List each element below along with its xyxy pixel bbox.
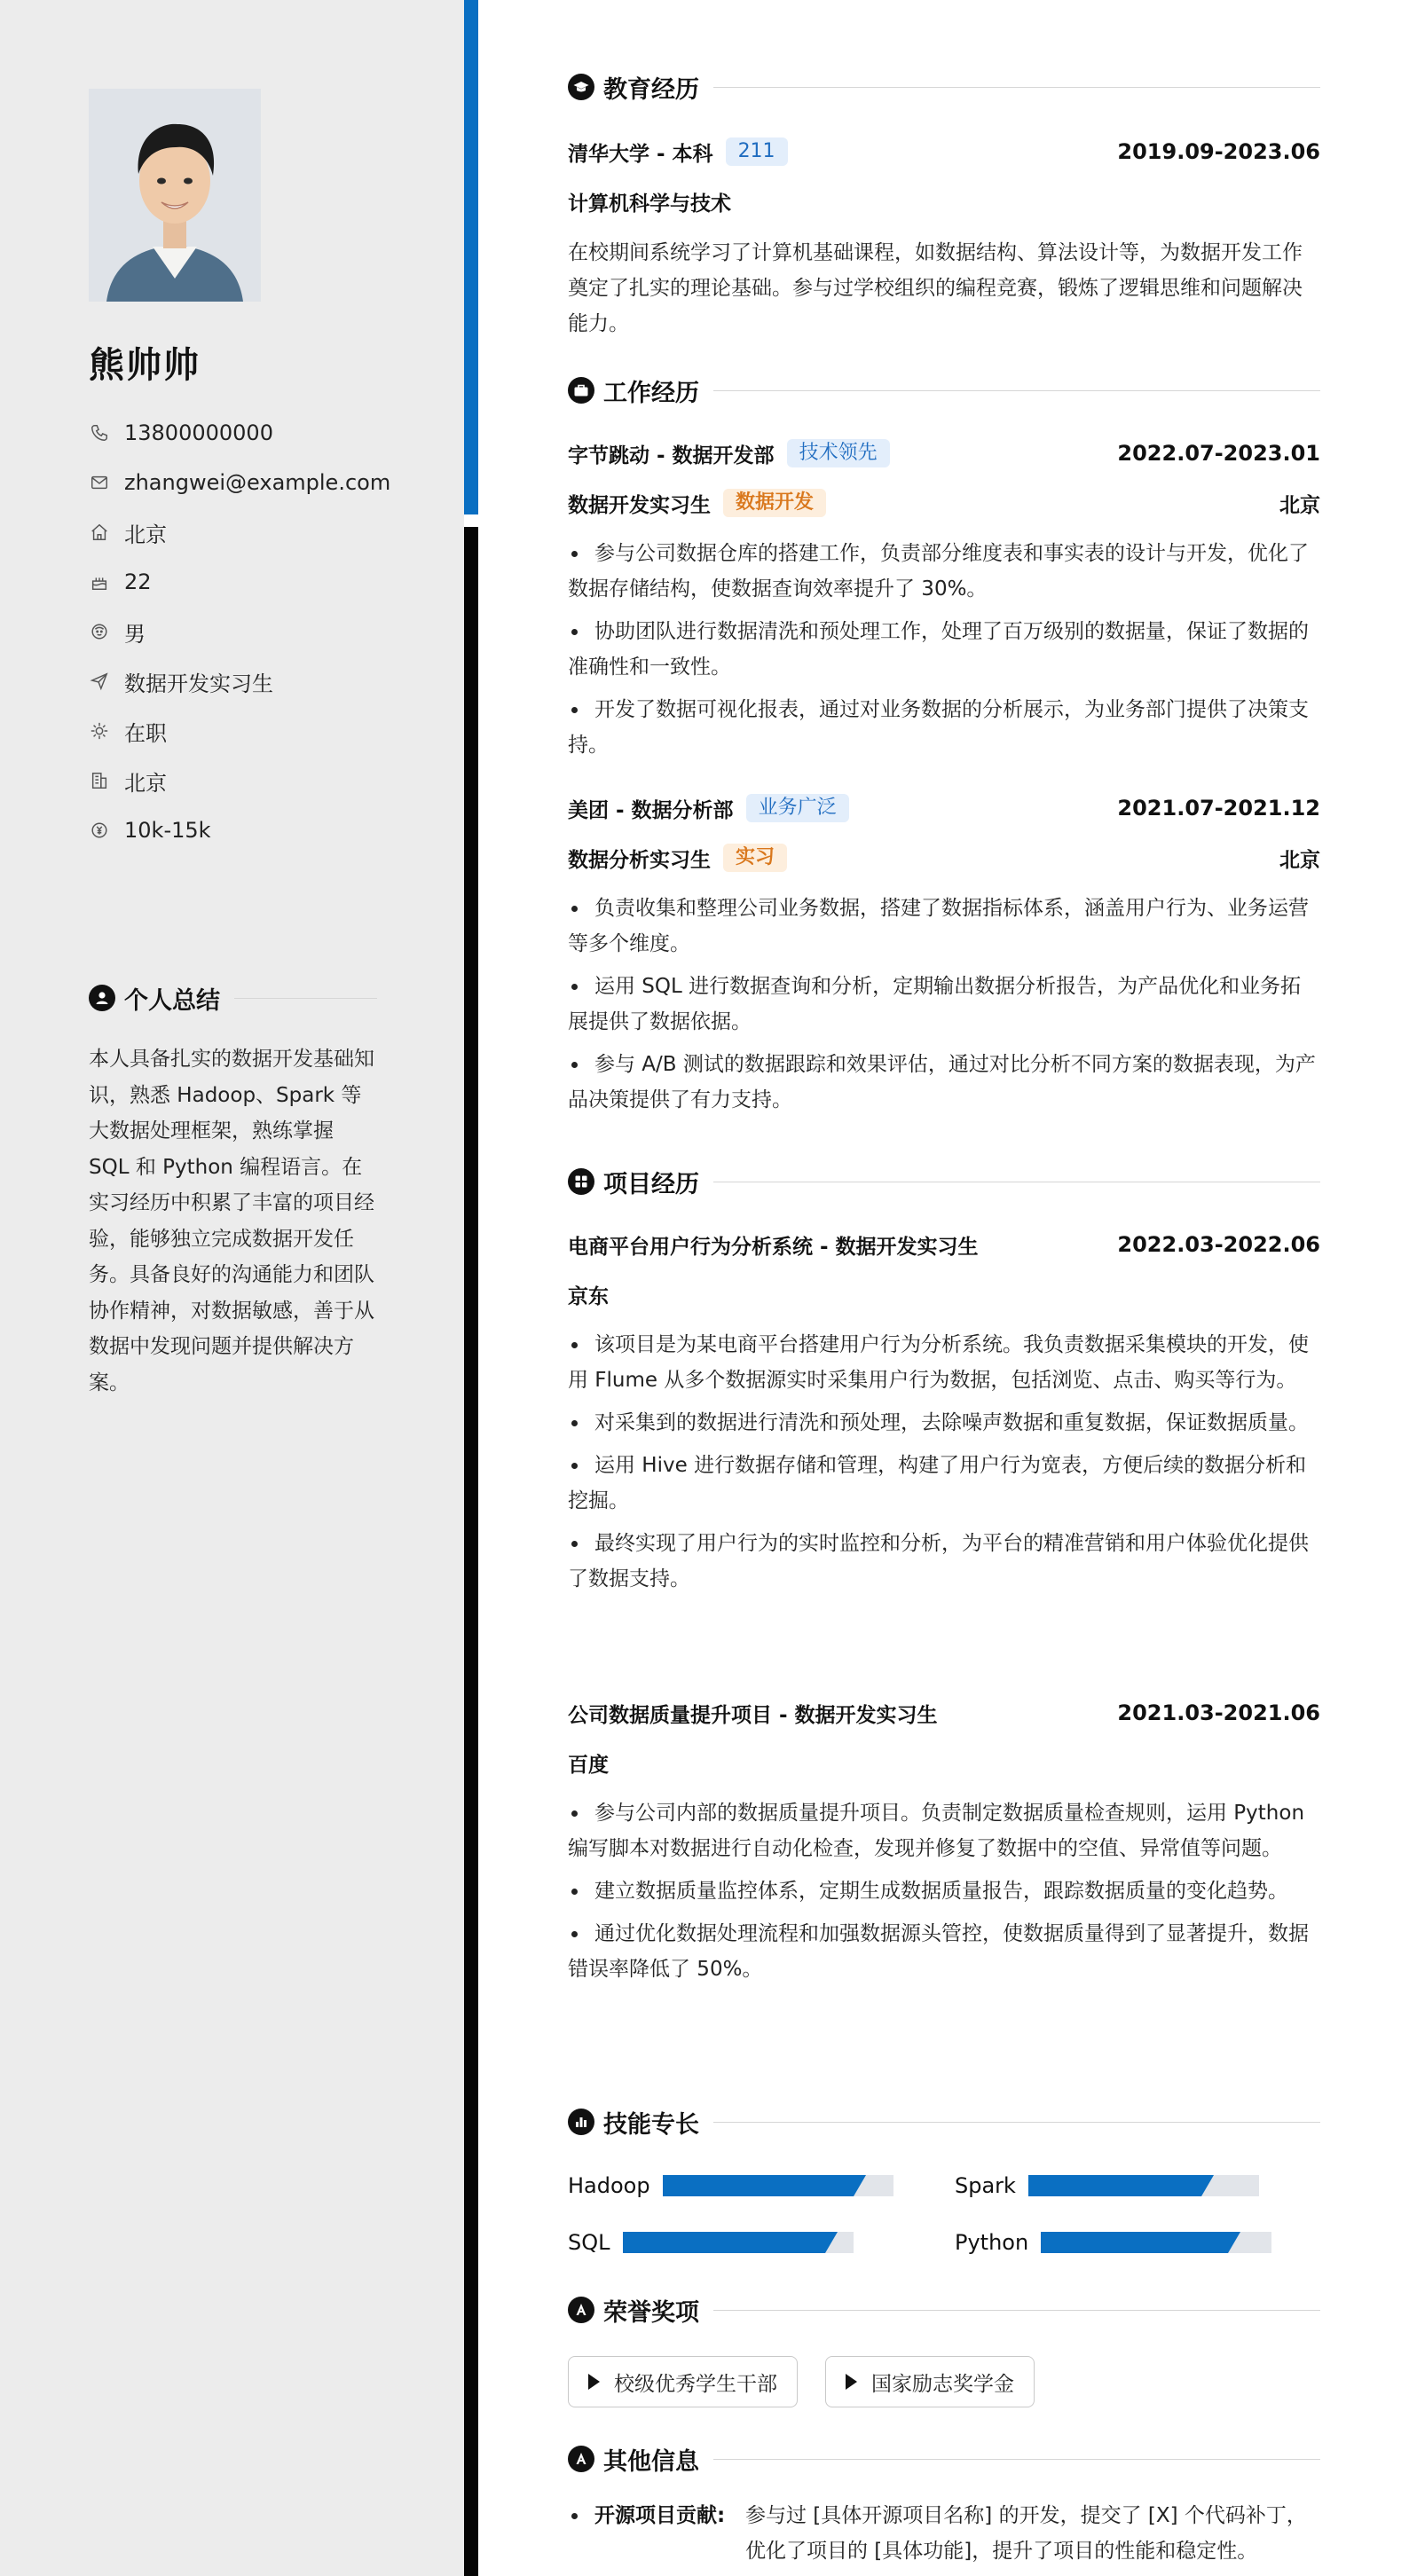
contact-value: zhangwei@example.com [124, 470, 391, 495]
honors-title: 荣誉奖项 [603, 2298, 699, 2327]
briefcase-icon [568, 377, 594, 404]
list-item: 运用 SQL 进行数据查询和分析，定期输出数据分析报告，为产品优化和业务拓展提供了数据依据。 [568, 969, 1320, 1040]
project-2-bullets [568, 1795, 1320, 1994]
sidebar [0, 0, 464, 2576]
work-2-role-row [568, 840, 1320, 876]
skill-sql [568, 2229, 854, 2256]
skill-name: SQL [568, 2230, 610, 2255]
education-date: 2019.09-2023.06 [1117, 139, 1320, 164]
contact-value: 在职 [124, 720, 167, 746]
project-name: 电商平台用户行为分析系统 - 数据开发实习生 [568, 1235, 979, 1259]
other-heading [568, 2441, 1320, 2477]
list-item: 通过优化数据处理流程和加强数据源头管控，使数据质量得到了显著提升，数据错误率降低了 50%。 [568, 1916, 1320, 1987]
contact-email [89, 458, 444, 507]
contact-phone [89, 408, 444, 458]
award-icon [568, 2297, 594, 2323]
list-item: 参与公司数据仓库的搭建工作，负责部分维度表和事实表的设计与开发，优化了数据存储结构，使数据查询效率提升了 30%。 [568, 536, 1320, 607]
role-tag: 数据开发 [723, 489, 826, 517]
contact-salary [89, 805, 444, 855]
send-icon [89, 671, 110, 692]
work-date: 2022.07-2023.01 [1117, 441, 1320, 466]
project-2-org-row [568, 1745, 1320, 1780]
divider [234, 998, 377, 999]
user-circle-icon [89, 985, 115, 1011]
bar-chart-icon [568, 2109, 594, 2135]
company-name: 字节跳动 - 数据开发部 [568, 444, 775, 467]
work-city: 北京 [1279, 493, 1320, 517]
dark-stripe [464, 527, 478, 2576]
skill-fill [663, 2175, 854, 2196]
skill-fill [1041, 2232, 1228, 2253]
work-1-bullets [568, 536, 1320, 770]
contact-city [89, 756, 444, 805]
accent-stripe [464, 0, 478, 514]
honor-label: 国家励志奖学金 [871, 2372, 1014, 2396]
project-date: 2021.03-2021.06 [1117, 1700, 1320, 1725]
work-date: 2021.07-2021.12 [1117, 796, 1320, 821]
education-desc: 在校期间系统学习了计算机基础课程，如数据结构、算法设计等，为数据开发工作奠定了扎实的理论基础。参与过学校组织的编程竞赛，锻炼了逻辑思维和问题解决能力。 [568, 241, 1303, 335]
honor-label: 校级优秀学生干部 [614, 2372, 777, 2396]
summary-title: 个人总结 [124, 986, 220, 1015]
divider [713, 390, 1320, 391]
contact-value: 男 [124, 621, 146, 647]
divider [713, 2459, 1320, 2460]
play-icon [588, 2374, 600, 2390]
work-1-row [568, 436, 1320, 471]
play-icon [846, 2374, 857, 2390]
education-title: 教育经历 [603, 75, 699, 104]
work-title: 工作经历 [603, 379, 699, 407]
list-item: 参与公司内部的数据质量提升项目。负责制定数据质量检查规则，运用 Python 编写脚本对数据进行自动化检查，发现并修复了数据中的空值、异常值等问题。 [568, 1795, 1320, 1866]
list-item: 协助团队进行数据清洗和预处理工作，处理了百万级别的数据量，保证了数据的准确性和一致性。 [568, 614, 1320, 685]
stripe-gap [464, 514, 478, 527]
project-name: 公司数据质量提升项目 - 数据开发实习生 [568, 1703, 938, 1727]
salary-icon [89, 820, 110, 841]
skills-title: 技能专长 [603, 2110, 699, 2139]
education-heading [568, 69, 1320, 105]
honor-item [568, 2356, 798, 2407]
work-2-row [568, 790, 1320, 826]
divider [713, 2122, 1320, 2123]
company-tag: 业务广泛 [746, 794, 849, 822]
honors-heading [568, 2292, 1320, 2328]
contact-position [89, 656, 444, 706]
skill-name: Spark [955, 2173, 1016, 2198]
company-name: 美团 - 数据分析部 [568, 798, 734, 822]
skill-bar [623, 2232, 854, 2253]
other-title: 其他信息 [603, 2447, 699, 2476]
bullet [571, 2513, 578, 2519]
other-text: 参与过 [具体开源项目名称] 的开发，提交了 [X] 个代码补丁，优化了项目的 [具体功能]，提升了项目的性能和稳定性。 [745, 2504, 1307, 2563]
list-item: 参与 A/B 测试的数据跟踪和效果评估，通过对比分析不同方案的数据表现，为产品决策提供了有力支持。 [568, 1047, 1320, 1118]
projects-heading [568, 1164, 1320, 1199]
list-item: 对采集到的数据进行清洗和预处理，去除噪声数据和重复数据，保证数据质量。 [568, 1405, 1320, 1441]
contact-value: 22 [124, 569, 152, 594]
contact-value: 10k-15k [124, 818, 211, 843]
work-heading [568, 373, 1320, 408]
contact-age [89, 557, 444, 607]
project-1-row [568, 1227, 1320, 1262]
skill-hadoop [568, 2172, 893, 2199]
contact-home [89, 507, 444, 557]
contact-value: 北京 [124, 522, 167, 547]
project-1-org-row [568, 1276, 1320, 1312]
work-city: 北京 [1279, 848, 1320, 872]
summary-text: 本人具备扎实的数据开发基础知识，熟悉 Hadoop、Spark 等大数据处理框架，熟练掌握 SQL 和 Python 编程语言。在实习经历中积累了丰富的项目经验，能够独立完成数据开发任务。具备良好的沟通能力和团队协作精神，对数据敏感，善于从数据中发现问题并提供解决方案。 [89, 1048, 374, 1394]
skill-bar [663, 2175, 893, 2196]
role-tag: 实习 [723, 844, 787, 872]
skill-name: Hadoop [568, 2173, 650, 2198]
skill-bar [1041, 2232, 1271, 2253]
project-1-bullets [568, 1327, 1320, 1604]
skill-python [955, 2229, 1271, 2256]
major: 计算机科学与技术 [568, 192, 731, 216]
email-icon [89, 472, 110, 493]
contact-value: 北京 [124, 770, 167, 796]
list-item: 开发了数据可视化报表，通过对业务数据的分析展示，为业务部门提供了决策支持。 [568, 692, 1320, 763]
contact-status [89, 706, 444, 756]
work-2-bullets [568, 891, 1320, 1125]
project-date: 2022.03-2022.06 [1117, 1232, 1320, 1257]
school-tag: 211 [726, 137, 788, 166]
honors-list [568, 2356, 1320, 2409]
contact-gender [89, 607, 444, 656]
info-a-icon [568, 2446, 594, 2472]
divider [713, 87, 1320, 88]
list-item: 该项目是为某电商平台搭建用户行为分析系统。我负责数据采集模块的开发，使用 Flume 从多个数据源实时采集用户行为数据，包括浏览、点击、购买等行为。 [568, 1327, 1320, 1398]
list-item: 最终实现了用户行为的实时监控和分析，为平台的精准营销和用户体验优化提供了数据支持。 [568, 1526, 1320, 1597]
skills-heading [568, 2104, 1320, 2140]
profile-photo [89, 89, 261, 302]
list-item: 负责收集和整理公司业务数据，搭建了数据指标体系，涵盖用户行为、业务运营等多个维度。 [568, 891, 1320, 962]
honor-item [825, 2356, 1035, 2407]
contact-list [89, 408, 444, 855]
skill-fill [1028, 2175, 1201, 2196]
skill-spark [955, 2172, 1259, 2199]
summary-heading [89, 980, 377, 1016]
projects-title: 项目经历 [603, 1170, 699, 1198]
cake-icon [89, 571, 110, 593]
skill-name: Python [955, 2230, 1029, 2255]
divider [713, 2310, 1320, 2311]
list-item: 运用 Hive 进行数据存储和管理，构建了用户行为宽表，方便后续的数据分析和挖掘。 [568, 1448, 1320, 1519]
gender-icon [89, 621, 110, 642]
contact-value: 数据开发实习生 [124, 671, 273, 696]
skill-bar [1028, 2175, 1259, 2196]
graduation-cap-icon [568, 74, 594, 100]
phone-icon [89, 422, 110, 444]
project-org: 百度 [568, 1753, 609, 1777]
home-icon [89, 522, 110, 543]
contact-value: 13800000000 [124, 420, 273, 445]
building-icon [89, 770, 110, 791]
major-row [568, 184, 1320, 219]
school-name: 清华大学 - 本科 [568, 142, 713, 166]
candidate-name: 熊帅帅 [89, 345, 201, 386]
company-tag: 技术领先 [787, 439, 890, 467]
skill-fill [623, 2232, 826, 2253]
role-name: 数据开发实习生 [568, 493, 711, 517]
work-1-role-row [568, 485, 1320, 521]
grid-icon [568, 1168, 594, 1195]
list-item: 建立数据质量监控体系，定期生成数据质量报告，跟踪数据质量的变化趋势。 [568, 1873, 1320, 1909]
education-row [568, 134, 1320, 169]
project-org: 京东 [568, 1284, 609, 1308]
other-label: 开源项目贡献: [594, 2504, 726, 2527]
role-name: 数据分析实习生 [568, 848, 711, 872]
project-2-row [568, 1695, 1320, 1731]
status-icon [89, 720, 110, 742]
